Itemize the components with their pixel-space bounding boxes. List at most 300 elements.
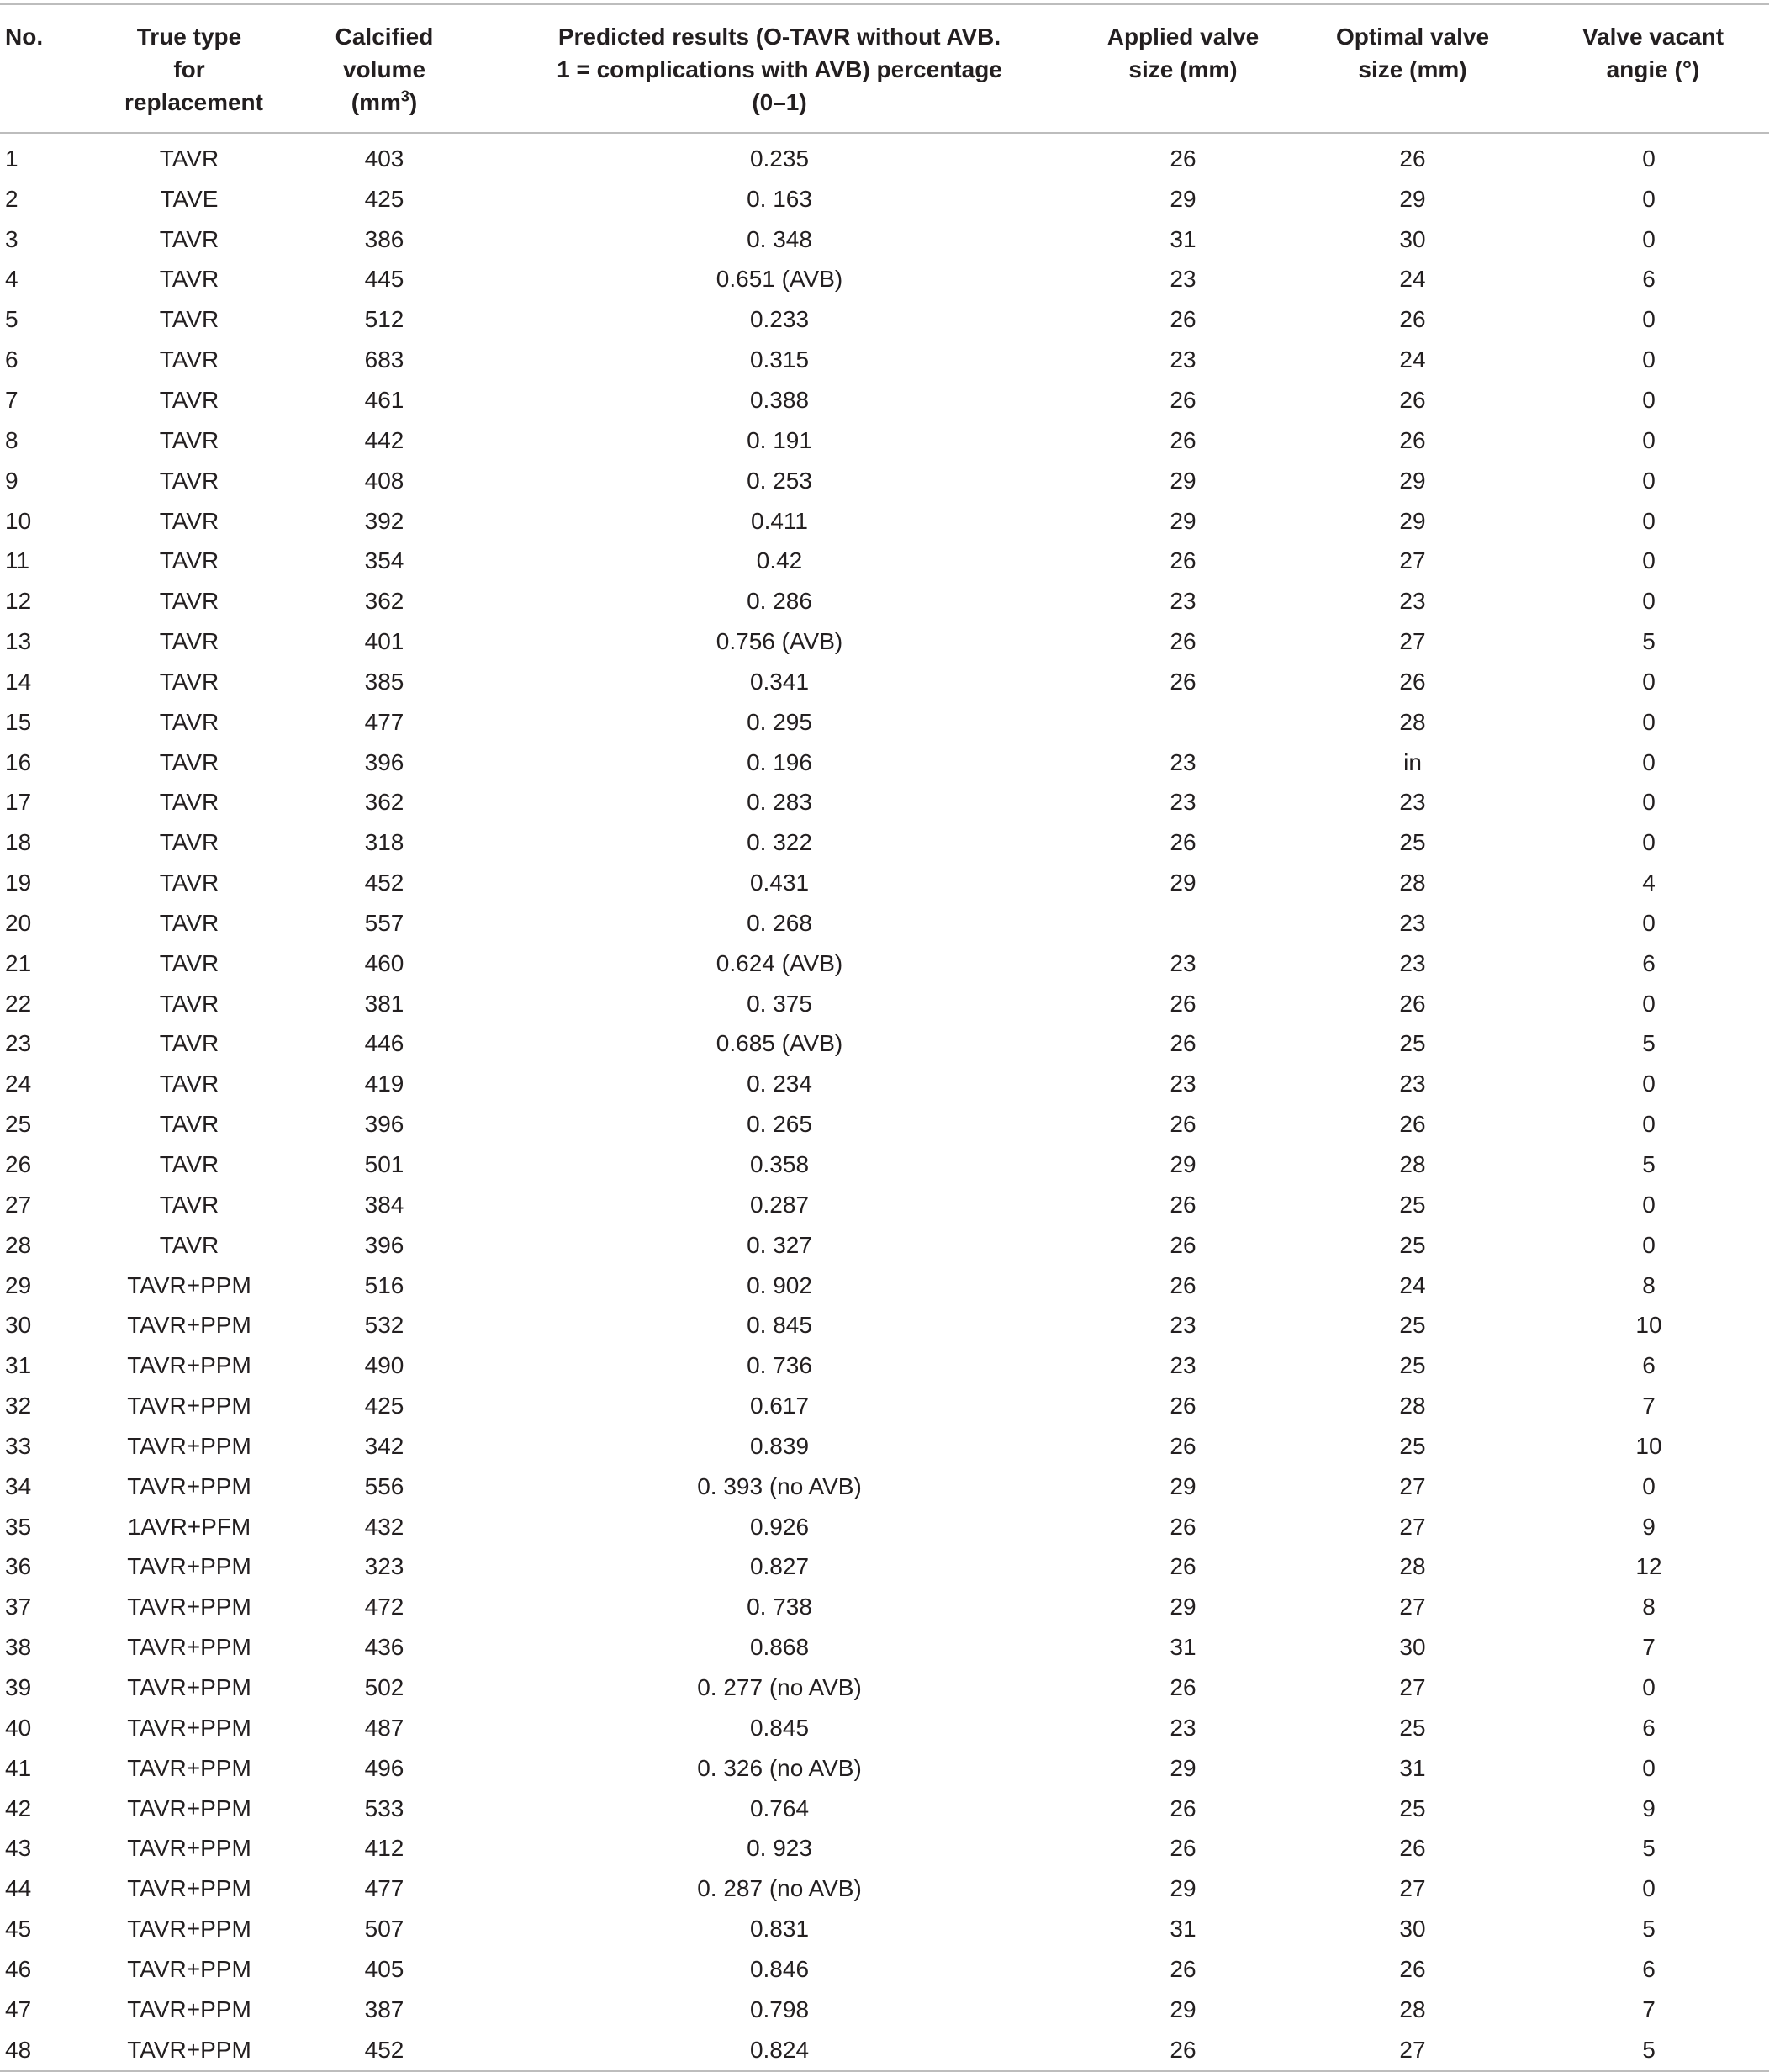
- cell-optimal-valve-size: 30: [1399, 225, 1426, 252]
- cell-optimal-valve-size: 28: [1399, 1553, 1426, 1580]
- cell-calcified-volume: 490: [364, 1352, 404, 1379]
- table-row: [0, 984, 1769, 1024]
- cell-calcified-volume: 683: [364, 346, 404, 373]
- cell-optimal-valve-size: 27: [1399, 1875, 1426, 1902]
- cell-valve-vacant-angle: 4: [1642, 870, 1656, 896]
- cell-optimal-valve-size: 25: [1399, 829, 1426, 856]
- cell-predicted-result: 0. 845: [747, 1312, 812, 1339]
- cell-true-type: TAVR+PPM: [127, 1312, 251, 1339]
- cell-no: 20: [5, 909, 32, 936]
- cell-optimal-valve-size: 26: [1399, 1111, 1426, 1138]
- table-row: [0, 1426, 1769, 1467]
- cell-calcified-volume: 403: [364, 145, 404, 172]
- cell-no: 34: [5, 1472, 32, 1499]
- cell-calcified-volume: 419: [364, 1070, 404, 1097]
- cell-optimal-valve-size: 25: [1399, 1352, 1426, 1379]
- cell-calcified-volume: 436: [364, 1634, 404, 1661]
- cell-predicted-result: 0.624 (AVB): [716, 949, 843, 976]
- cell-calcified-volume: 533: [364, 1794, 404, 1821]
- cell-valve-vacant-angle: 0: [1642, 507, 1656, 534]
- cell-valve-vacant-angle: 0: [1642, 386, 1656, 413]
- table-row: [0, 783, 1769, 823]
- cell-true-type: TAVR: [159, 628, 219, 655]
- cell-no: 43: [5, 1835, 32, 1862]
- cell-optimal-valve-size: 27: [1399, 1673, 1426, 1700]
- cell-optimal-valve-size: 26: [1399, 1835, 1426, 1862]
- cell-predicted-result: 0.233: [749, 306, 810, 333]
- cell-valve-vacant-angle: 0: [1642, 1673, 1656, 1700]
- cell-true-type: TAVR: [159, 145, 219, 172]
- table-body: [0, 133, 1769, 2071]
- cell-optimal-valve-size: 28: [1399, 1151, 1426, 1178]
- cell-predicted-result: 0. 348: [747, 225, 812, 252]
- cell-valve-vacant-angle: 8: [1642, 1594, 1656, 1620]
- cell-optimal-valve-size: in: [1403, 748, 1422, 775]
- cell-true-type: TAVR: [159, 870, 219, 896]
- cell-optimal-valve-size: 25: [1399, 1191, 1426, 1218]
- header-valve-vacant-angle: Valve vacant angie (°): [1529, 4, 1769, 133]
- cell-applied-valve-size: [1070, 903, 1297, 944]
- cell-optimal-valve-size: 26: [1399, 426, 1426, 453]
- cell-optimal-valve-size: 28: [1399, 1393, 1426, 1419]
- cell-applied-valve-size: 23: [1170, 789, 1196, 816]
- cell-predicted-result: 0. 375: [747, 990, 812, 1017]
- cell-calcified-volume: 342: [364, 1432, 404, 1459]
- cell-applied-valve-size: 23: [1170, 1714, 1196, 1741]
- cell-valve-vacant-angle: 5: [1529, 2030, 1769, 2071]
- cell-calcified-volume: 452: [279, 2030, 489, 2071]
- cell-calcified-volume: 323: [364, 1553, 404, 1580]
- cell-true-type: TAVR+PPM: [127, 1393, 251, 1419]
- cell-true-type: TAVR: [159, 346, 219, 373]
- cell-no: 40: [5, 1714, 32, 1741]
- cell-calcified-volume: 396: [364, 748, 404, 775]
- cell-true-type: TAVR: [159, 426, 219, 453]
- cell-true-type: TAVR+PPM: [127, 1472, 251, 1499]
- cell-optimal-valve-size: 26: [1399, 306, 1426, 333]
- cell-valve-vacant-angle: 6: [1642, 1352, 1656, 1379]
- cell-optimal-valve-size: 27: [1399, 1513, 1426, 1540]
- cell-true-type: 1AVR+PFM: [127, 1513, 251, 1540]
- cell-valve-vacant-angle: 6: [1642, 1955, 1656, 1982]
- cell-applied-valve-size: 26: [1170, 1432, 1196, 1459]
- table-row: [0, 1627, 1769, 1668]
- cell-no: 38: [5, 1634, 32, 1661]
- cell-true-type: TAVR: [159, 306, 219, 333]
- cell-no: 27: [5, 1191, 32, 1218]
- cell-no: 13: [5, 628, 32, 655]
- cell-no: 9: [5, 467, 18, 494]
- table-row: [0, 1708, 1769, 1748]
- cell-predicted-result: 0.287: [749, 1191, 810, 1218]
- cell-calcified-volume: 477: [364, 708, 404, 735]
- cell-optimal-valve-size: 23: [1399, 588, 1426, 615]
- cell-optimal-valve-size: 23: [1399, 789, 1426, 816]
- cell-predicted-result: 0. 322: [747, 829, 812, 856]
- cell-no: 10: [5, 507, 32, 534]
- cell-predicted-result: 0.831: [749, 1916, 810, 1942]
- cell-valve-vacant-angle: 0: [1642, 909, 1656, 936]
- cell-calcified-volume: 472: [364, 1594, 404, 1620]
- cell-predicted-result: 0. 326 (no AVB): [697, 1754, 862, 1781]
- cell-applied-valve-size: 26: [1070, 2030, 1297, 2071]
- cell-calcified-volume: 487: [364, 1714, 404, 1741]
- cell-true-type: TAVR+PPM: [127, 1673, 251, 1700]
- cell-calcified-volume: 507: [364, 1916, 404, 1942]
- results-table: [0, 3, 1769, 2072]
- cell-applied-valve-size: 26: [1170, 1513, 1196, 1540]
- cell-valve-vacant-angle: 0: [1642, 829, 1656, 856]
- cell-true-type: TAVR+PPM: [127, 1916, 251, 1942]
- cell-applied-valve-size: 23: [1170, 1070, 1196, 1097]
- cell-valve-vacant-angle: 5: [1642, 1030, 1656, 1057]
- table-row: [0, 1868, 1769, 1909]
- cell-optimal-valve-size: 26: [1399, 145, 1426, 172]
- table-row: [0, 1909, 1769, 1949]
- cell-valve-vacant-angle: 6: [1642, 1714, 1656, 1741]
- cell-applied-valve-size: 29: [1170, 185, 1196, 212]
- cell-no: 29: [5, 1271, 32, 1298]
- cell-no: 11: [5, 547, 30, 574]
- cell-calcified-volume: 496: [364, 1754, 404, 1781]
- cell-true-type: TAVR+PPM: [127, 1995, 251, 2022]
- cell-optimal-valve-size: 28: [1399, 1995, 1426, 2022]
- cell-true-type: TAVR: [159, 467, 219, 494]
- table-row: [0, 1144, 1769, 1185]
- cell-true-type: TAVR: [159, 386, 219, 413]
- cell-applied-valve-size: 29: [1170, 1151, 1196, 1178]
- cell-applied-valve-size: 26: [1170, 990, 1196, 1017]
- cell-true-type: TAVR+PPM: [127, 1754, 251, 1781]
- cell-no: 39: [5, 1673, 32, 1700]
- cell-valve-vacant-angle: 0: [1642, 1191, 1656, 1218]
- table-row: [0, 461, 1769, 501]
- cell-valve-vacant-angle: 7: [1642, 1634, 1656, 1661]
- cell-true-type: TAVE: [160, 185, 219, 212]
- cell-true-type: TAVR+PPM: [127, 1955, 251, 1982]
- table-row: [0, 1386, 1769, 1426]
- cell-optimal-valve-size: 29: [1399, 185, 1426, 212]
- header-no: No.: [0, 4, 99, 133]
- cell-true-type: TAVR+PPM: [127, 1714, 251, 1741]
- table-row: [0, 133, 1769, 179]
- table-row: [0, 903, 1769, 944]
- cell-optimal-valve-size: 25: [1399, 1030, 1426, 1057]
- cell-optimal-valve-size: 25: [1399, 1312, 1426, 1339]
- cell-true-type: TAVR+PPM: [99, 2030, 279, 2071]
- table-row: [0, 1305, 1769, 1345]
- cell-calcified-volume: 392: [364, 507, 404, 534]
- table-row: [0, 541, 1769, 581]
- cell-applied-valve-size: 29: [1170, 1995, 1196, 2022]
- cell-no: 18: [5, 829, 32, 856]
- cell-applied-valve-size: 26: [1170, 1955, 1196, 1982]
- cell-no: 8: [5, 426, 18, 453]
- cell-applied-valve-size: [1070, 702, 1297, 743]
- header-calcified-suffix: ): [409, 89, 418, 115]
- cell-optimal-valve-size: 30: [1399, 1634, 1426, 1661]
- cell-true-type: TAVR: [159, 1030, 219, 1057]
- cell-valve-vacant-angle: 0: [1642, 1231, 1656, 1258]
- cell-valve-vacant-angle: 0: [1642, 588, 1656, 615]
- cell-no: 14: [5, 668, 32, 695]
- table-row: [0, 179, 1769, 219]
- cell-applied-valve-size: 26: [1170, 1835, 1196, 1862]
- cell-true-type: TAVR: [159, 1191, 219, 1218]
- cell-calcified-volume: 477: [364, 1875, 404, 1902]
- cell-valve-vacant-angle: 9: [1642, 1794, 1656, 1821]
- cell-true-type: TAVR+PPM: [127, 1794, 251, 1821]
- table-row: [0, 822, 1769, 863]
- cell-predicted-result: 0. 268: [747, 909, 812, 936]
- cell-applied-valve-size: 26: [1170, 1191, 1196, 1218]
- cell-optimal-valve-size: 25: [1399, 1432, 1426, 1459]
- cell-no: 44: [5, 1875, 32, 1902]
- table-row: [0, 1789, 1769, 1829]
- table-row: [0, 1185, 1769, 1225]
- cell-calcified-volume: 396: [364, 1231, 404, 1258]
- table-row: [0, 1225, 1769, 1266]
- cell-predicted-result: 0.764: [749, 1794, 810, 1821]
- cell-predicted-result: 0. 265: [747, 1111, 812, 1138]
- cell-applied-valve-size: 31: [1170, 1634, 1196, 1661]
- cell-no: 22: [5, 990, 32, 1017]
- cell-optimal-valve-size: 27: [1399, 1472, 1426, 1499]
- cell-valve-vacant-angle: 0: [1642, 1754, 1656, 1781]
- cell-true-type: TAVR+PPM: [127, 1352, 251, 1379]
- cell-predicted-result: 0.431: [749, 870, 810, 896]
- cell-calcified-volume: 425: [364, 185, 404, 212]
- cell-calcified-volume: 412: [364, 1835, 404, 1862]
- cell-calcified-volume: 396: [364, 1111, 404, 1138]
- cell-valve-vacant-angle: 12: [1635, 1553, 1662, 1580]
- cell-true-type: TAVR: [159, 588, 219, 615]
- cell-no: 26: [5, 1151, 32, 1178]
- cell-calcified-volume: 408: [364, 467, 404, 494]
- cell-applied-valve-size: 26: [1170, 1030, 1196, 1057]
- cell-optimal-valve-size: 27: [1297, 2030, 1529, 2071]
- cell-predicted-result: 0.845: [749, 1714, 810, 1741]
- cell-applied-valve-size: 29: [1170, 870, 1196, 896]
- header-optimal-valve-size: Optimal valve size (mm): [1297, 4, 1529, 133]
- cell-applied-valve-size: 31: [1170, 1916, 1196, 1942]
- cell-calcified-volume: 386: [364, 225, 404, 252]
- table-row: [0, 260, 1769, 300]
- cell-calcified-volume: 557: [364, 909, 404, 936]
- cell-valve-vacant-angle: 6: [1642, 949, 1656, 976]
- header-calcified-sup: 3: [400, 87, 409, 105]
- cell-calcified-volume: 452: [364, 870, 404, 896]
- cell-predicted-result: 0.651 (AVB): [716, 266, 843, 293]
- cell-optimal-valve-size: 26: [1399, 668, 1426, 695]
- cell-applied-valve-size: 26: [1170, 1794, 1196, 1821]
- table-row: [0, 1064, 1769, 1104]
- cell-true-type: TAVR+PPM: [127, 1594, 251, 1620]
- cell-no: 45: [5, 1916, 32, 1942]
- cell-true-type: TAVR: [159, 1070, 219, 1097]
- cell-optimal-valve-size: 28: [1399, 708, 1426, 735]
- cell-applied-valve-size: 26: [1170, 1111, 1196, 1138]
- table-row: [0, 1587, 1769, 1627]
- table-row: [0, 1024, 1769, 1065]
- cell-predicted-result: 0.341: [749, 668, 810, 695]
- table-row: [0, 2030, 1769, 2071]
- cell-optimal-valve-size: 30: [1399, 1916, 1426, 1942]
- cell-applied-valve-size: 31: [1170, 225, 1196, 252]
- cell-optimal-valve-size: 31: [1399, 1754, 1426, 1781]
- cell-true-type: TAVR: [159, 829, 219, 856]
- cell-no: 31: [5, 1352, 32, 1379]
- cell-optimal-valve-size: 24: [1399, 266, 1426, 293]
- cell-calcified-volume: 501: [364, 1151, 404, 1178]
- cell-calcified-volume: 532: [364, 1312, 404, 1339]
- cell-applied-valve-size: 29: [1170, 1472, 1196, 1499]
- cell-predicted-result: 0. 277 (no AVB): [697, 1673, 862, 1700]
- cell-valve-vacant-angle: 5: [1642, 1916, 1656, 1942]
- cell-optimal-valve-size: 23: [1399, 1070, 1426, 1097]
- cell-true-type: TAVR: [159, 708, 219, 735]
- table-row: [0, 1507, 1769, 1547]
- cell-valve-vacant-angle: 7: [1642, 1995, 1656, 2022]
- cell-applied-valve-size: 26: [1170, 829, 1196, 856]
- cell-optimal-valve-size: 26: [1399, 990, 1426, 1017]
- cell-valve-vacant-angle: 0: [1642, 467, 1656, 494]
- cell-predicted-result: 0. 191: [747, 426, 812, 453]
- table-row: [0, 501, 1769, 542]
- cell-predicted-result: 0.358: [749, 1151, 810, 1178]
- cell-predicted-result: 0.685 (AVB): [716, 1030, 843, 1057]
- cell-valve-vacant-angle: 0: [1642, 225, 1656, 252]
- cell-optimal-valve-size: 27: [1399, 547, 1426, 574]
- cell-applied-valve-size: 29: [1170, 467, 1196, 494]
- cell-applied-valve-size: 29: [1170, 1594, 1196, 1620]
- cell-predicted-result: 0. 295: [747, 708, 812, 735]
- table-row: [0, 1104, 1769, 1144]
- cell-valve-vacant-angle: 0: [1642, 306, 1656, 333]
- cell-applied-valve-size: 26: [1170, 306, 1196, 333]
- cell-predicted-result: 0.756 (AVB): [716, 628, 843, 655]
- table-row: [0, 702, 1769, 743]
- cell-valve-vacant-angle: 0: [1642, 547, 1656, 574]
- cell-true-type: TAVR: [159, 266, 219, 293]
- cell-applied-valve-size: 26: [1170, 668, 1196, 695]
- cell-predicted-result: 0. 923: [747, 1835, 812, 1862]
- cell-no: 4: [5, 266, 18, 293]
- cell-applied-valve-size: 23: [1170, 949, 1196, 976]
- cell-valve-vacant-angle: 7: [1642, 1393, 1656, 1419]
- cell-predicted-result: 0. 253: [747, 467, 812, 494]
- cell-calcified-volume: 401: [364, 628, 404, 655]
- cell-calcified-volume: 318: [364, 829, 404, 856]
- cell-valve-vacant-angle: 0: [1642, 1111, 1656, 1138]
- cell-valve-vacant-angle: 0: [1642, 346, 1656, 373]
- cell-predicted-result: 0.926: [749, 1513, 810, 1540]
- cell-optimal-valve-size: 25: [1399, 1714, 1426, 1741]
- cell-calcified-volume: 432: [364, 1513, 404, 1540]
- cell-predicted-result: 0.839: [749, 1432, 810, 1459]
- cell-true-type: TAVR+PPM: [127, 1875, 251, 1902]
- cell-no: 17: [5, 789, 32, 816]
- cell-true-type: TAVR+PPM: [127, 1432, 251, 1459]
- cell-no: 25: [5, 1111, 32, 1138]
- cell-calcified-volume: 405: [364, 1955, 404, 1982]
- cell-no: 6: [5, 346, 18, 373]
- cell-optimal-valve-size: 29: [1399, 467, 1426, 494]
- table-row: [0, 1345, 1769, 1386]
- cell-true-type: TAVR: [159, 748, 219, 775]
- cell-applied-valve-size: 26: [1170, 1271, 1196, 1298]
- cell-valve-vacant-angle: 8: [1642, 1271, 1656, 1298]
- cell-calcified-volume: 502: [364, 1673, 404, 1700]
- header-predicted-results: Predicted results (O-TAVR without AVB. 1 = complications with AVB) percentage (0–1): [489, 4, 1070, 133]
- cell-optimal-valve-size: 24: [1399, 346, 1426, 373]
- cell-predicted-result: 0. 286: [747, 588, 812, 615]
- cell-true-type: TAVR: [159, 990, 219, 1017]
- cell-applied-valve-size: 23: [1170, 1312, 1196, 1339]
- cell-valve-vacant-angle: 0: [1642, 1070, 1656, 1097]
- table-row: [0, 743, 1769, 783]
- cell-calcified-volume: 362: [364, 789, 404, 816]
- cell-optimal-valve-size: 27: [1399, 628, 1426, 655]
- cell-optimal-valve-size: 24: [1399, 1271, 1426, 1298]
- header-row: [0, 4, 1769, 133]
- table-row: [0, 1467, 1769, 1507]
- cell-predicted-result: 0. 393 (no AVB): [697, 1472, 862, 1499]
- table-row: [0, 1949, 1769, 1990]
- cell-predicted-result: 0. 283: [747, 789, 812, 816]
- cell-calcified-volume: 446: [364, 1030, 404, 1057]
- cell-optimal-valve-size: 23: [1399, 949, 1426, 976]
- cell-predicted-result: 0. 902: [747, 1271, 812, 1298]
- cell-applied-valve-size: 23: [1170, 588, 1196, 615]
- cell-predicted-result: 0. 738: [747, 1594, 812, 1620]
- cell-applied-valve-size: 26: [1170, 628, 1196, 655]
- cell-true-type: TAVR: [159, 1231, 219, 1258]
- cell-predicted-result: 0.411: [751, 507, 808, 534]
- cell-no: 35: [5, 1513, 32, 1540]
- cell-true-type: TAVR+PPM: [127, 1835, 251, 1862]
- cell-predicted-result: 0.827: [749, 1553, 810, 1580]
- header-applied-valve-size: Applied valve size (mm): [1070, 4, 1297, 133]
- cell-valve-vacant-angle: 9: [1642, 1513, 1656, 1540]
- cell-predicted-result: 0. 234: [747, 1070, 812, 1097]
- cell-no: 41: [5, 1754, 32, 1781]
- cell-valve-vacant-angle: 5: [1642, 628, 1656, 655]
- table-row: [0, 1547, 1769, 1588]
- table-row: [0, 219, 1769, 260]
- cell-optimal-valve-size: 23: [1399, 909, 1426, 936]
- table-row: [0, 340, 1769, 380]
- cell-calcified-volume: 384: [364, 1191, 404, 1218]
- cell-true-type: TAVR: [159, 1111, 219, 1138]
- cell-valve-vacant-angle: 0: [1642, 426, 1656, 453]
- cell-true-type: TAVR+PPM: [127, 1553, 251, 1580]
- cell-no: 47: [5, 1995, 32, 2022]
- cell-predicted-result: 0. 196: [747, 748, 812, 775]
- cell-predicted-result: 0.798: [749, 1995, 810, 2022]
- header-calcified-volume: [279, 4, 489, 133]
- results-table-container: [0, 3, 1769, 2072]
- cell-valve-vacant-angle: 5: [1642, 1835, 1656, 1862]
- cell-optimal-valve-size: 29: [1399, 507, 1426, 534]
- header-calcified-text: Calcified volume (mm: [335, 24, 434, 115]
- cell-predicted-result: 0.824: [489, 2030, 1070, 2071]
- cell-no: 23: [5, 1030, 32, 1057]
- cell-no: 37: [5, 1594, 32, 1620]
- cell-no: 33: [5, 1432, 32, 1459]
- table-row: [0, 581, 1769, 621]
- cell-applied-valve-size: 23: [1170, 346, 1196, 373]
